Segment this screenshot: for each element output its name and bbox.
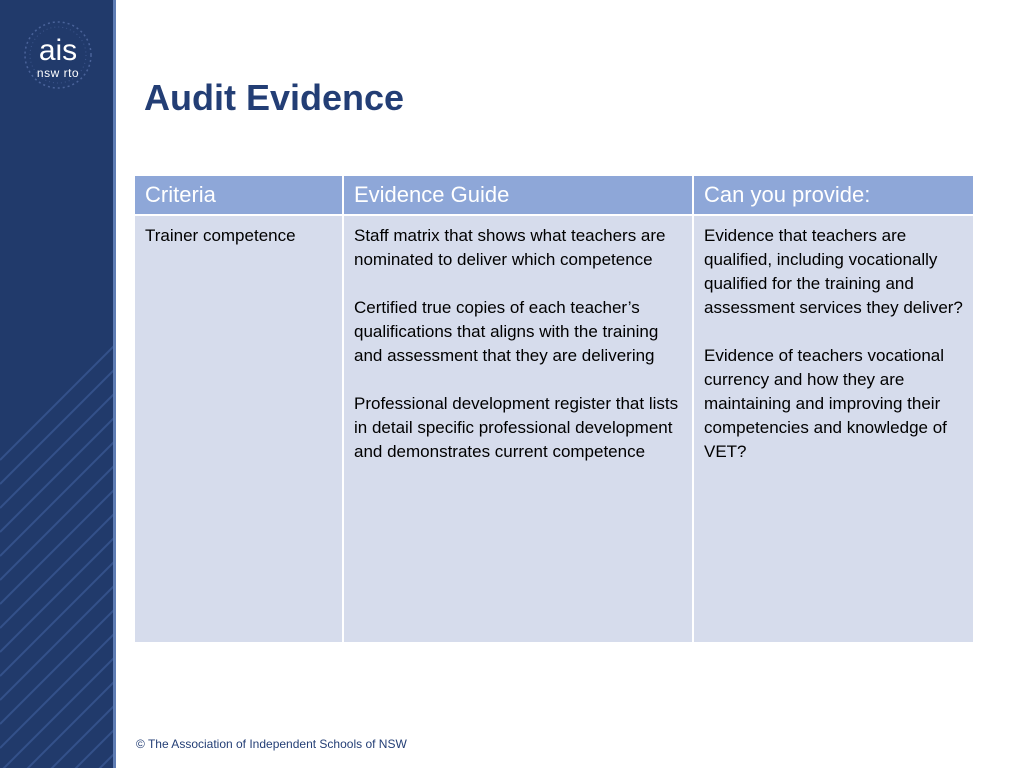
sidebar-stripe <box>0 488 116 604</box>
sidebar-stripes <box>0 0 116 768</box>
page-title: Audit Evidence <box>144 77 405 118</box>
sidebar-stripe <box>0 560 116 676</box>
table-header-row <box>134 175 974 215</box>
cell-criteria: Trainer competence <box>134 215 343 643</box>
logo-sub-text: nsw rto <box>36 66 80 80</box>
sidebar-stripe <box>0 392 116 508</box>
cell-evidence-guide <box>343 215 693 643</box>
sidebar-stripe <box>0 344 116 460</box>
sidebar-edge <box>113 0 116 768</box>
provide-item: Evidence of teachers vocational currency and how they are maintaining and improving their competencies and knowledge of VET? <box>704 346 947 461</box>
cell-can-you-provide <box>693 215 974 643</box>
sidebar <box>0 0 116 768</box>
sidebar-stripe <box>0 512 116 628</box>
evidence-guide-item: Professional development register that lists in detail specific professional development and demonstrates current competence <box>354 394 679 461</box>
provide-item: Evidence that teachers are qualified, including vocationally qualified for the training and assessment services they deliver? <box>704 226 963 317</box>
sidebar-stripe <box>0 368 116 484</box>
sidebar-stripe <box>0 584 116 700</box>
header-can-you-provide: Can you provide: <box>693 175 974 215</box>
logo-main-text: ais <box>38 34 78 67</box>
sidebar-stripe <box>0 608 116 724</box>
header-criteria: Criteria <box>134 175 343 215</box>
sidebar-stripe <box>0 464 116 580</box>
sidebar-stripe <box>0 440 116 556</box>
evidence-guide-item: Certified true copies of each teacher’s qualifications that aligns with the training and assessment that they are delivering <box>354 298 659 365</box>
evidence-guide-item: Staff matrix that shows what teachers are nominated to deliver which competence <box>354 226 666 269</box>
audit-evidence-table <box>133 174 975 644</box>
header-evidence-guide: Evidence Guide <box>343 175 693 215</box>
footer-copyright: © The Association of Independent Schools of NSW <box>136 737 407 751</box>
sidebar-stripe <box>0 536 116 652</box>
sidebar-stripe <box>0 416 116 532</box>
ais-logo <box>23 20 93 90</box>
sidebar-stripe <box>0 656 116 768</box>
table-row <box>134 215 974 643</box>
sidebar-stripe <box>0 632 116 748</box>
